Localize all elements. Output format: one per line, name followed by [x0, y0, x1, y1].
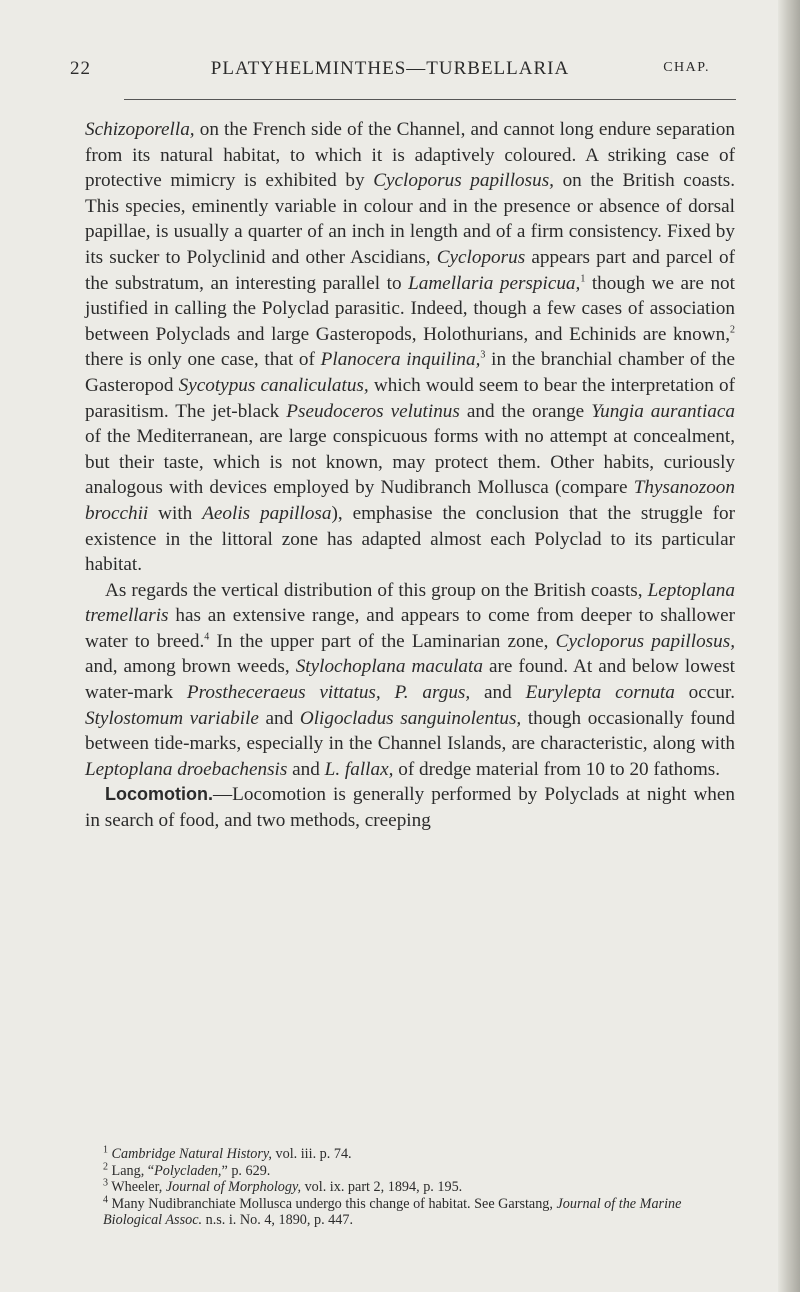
- taxon-italic: Stylostomum variabile: [85, 707, 259, 729]
- text-run: and: [287, 758, 325, 780]
- text-run: and the orange: [459, 400, 592, 422]
- taxon-italic: Sycotypus canaliculatus,: [178, 374, 369, 396]
- paragraph: [85, 117, 735, 578]
- footnote-marker: 1: [580, 273, 586, 285]
- text-run: of the Mediterranean, are large conspicuous forms with no attempt at concealment, but their taste, which is not known, may protect them. Other habits, curiously analogous with devices employed by Nudibranch Mollusca (compare: [85, 426, 735, 499]
- footnote-marker: 1: [103, 1144, 108, 1156]
- taxon-italic: Leptoplana tremellaris: [85, 579, 735, 627]
- text-run: Wheeler,: [108, 1179, 166, 1195]
- text-run: occur.: [674, 682, 735, 704]
- chapter-label: CHAP.: [663, 60, 710, 75]
- taxon-italic: Cycloporus papillosus,: [373, 170, 554, 192]
- text-run: which would seem to bear the interpretation of parasitism. The jet-black: [85, 374, 736, 422]
- text-run: on the British coasts. This species, eminently variable in colour and in the presence or absence of dorsal papillae, is usually a quarter of an inch in length and of a firm consistency. Fixed by its sucker to Polyclinid and other Ascidians,: [85, 170, 735, 268]
- text-run: has an extensive range, and appears to come from deeper to shallower water to breed.: [85, 605, 735, 652]
- taxon-italic: Planocera inquilina,: [320, 349, 481, 371]
- text-run: though occasionally found between tide-marks, especially in the Channel Islands, are characteristic, along with: [85, 707, 735, 755]
- footnote-marker: 3: [103, 1177, 108, 1189]
- header-rule: [124, 99, 736, 100]
- taxon-italic: Cycloporus: [436, 246, 526, 268]
- text-run: and: [470, 682, 526, 704]
- taxon-italic: Yungia aurantiaca: [591, 400, 736, 422]
- taxon-italic: Cycloporus papillosus,: [555, 630, 735, 652]
- running-title: PLATYHELMINTHES—TURBELLARIA: [210, 58, 570, 79]
- text-run: there is only one case, that of: [85, 349, 321, 371]
- text-run: and, among brown weeds,: [85, 656, 296, 678]
- taxon-italic: Pseudoceros velutinus: [286, 400, 460, 422]
- taxon-italic: Journal of Morphology,: [165, 1179, 302, 1195]
- taxon-italic: Eurylepta cornuta: [525, 682, 675, 704]
- paragraph: [85, 782, 735, 833]
- text-run: and: [258, 707, 300, 729]
- text-run: —Locomotion is generally performed by Polyclads at night when in search of food, and two methods, creeping: [85, 784, 735, 832]
- text-run: though we are not justified in calling the Polyclad parasitic. Indeed, though a few cases of association between Polyclads and large Gasteropods, Holothurians, and Echinids are known,: [85, 272, 735, 345]
- text-run: ), emphasise the conclusion that the struggle for existence in the littoral zone has adapted almost each Polyclad to its particular habitat.: [85, 502, 735, 576]
- text-run: are found. At and below lowest water-mark: [85, 656, 735, 704]
- taxon-italic: Aeolis papillosa: [202, 502, 332, 524]
- footnote: [85, 1179, 735, 1196]
- taxon-italic: Cambridge Natural History,: [111, 1146, 272, 1162]
- taxon-italic: Polycladen,: [154, 1162, 222, 1179]
- footnote: [85, 1160, 735, 1180]
- taxon-italic: Prostheceraeus vittatus, P. argus,: [186, 682, 471, 704]
- page-edge-shadow: [778, 0, 800, 1292]
- text-run: with: [148, 502, 203, 524]
- taxon-italic: Leptoplana droebachensis: [85, 758, 288, 780]
- taxon-italic: L. fallax,: [324, 758, 394, 780]
- text-run: in the branchial chamber of the Gasteropod: [85, 349, 735, 396]
- text-run: In the upper part of the Laminarian zone,: [209, 630, 556, 652]
- body-text: [85, 117, 735, 834]
- footnote: [85, 1146, 735, 1163]
- taxon-italic: Thysanozoon brocchii: [85, 477, 735, 524]
- text-run: n.s. i. No. 4, 1890, p. 447.: [202, 1212, 353, 1228]
- text-run: appears part and parcel of the substratum, an interesting parallel to: [85, 246, 735, 294]
- taxon-italic: Stylochoplana maculata: [295, 656, 483, 678]
- text-run: vol. iii. p. 74.: [271, 1146, 352, 1162]
- footnote-marker: 3: [480, 349, 486, 361]
- taxon-italic: Oligocladus sanguinolentus,: [299, 707, 522, 729]
- running-head: [70, 58, 710, 88]
- text-run: on the French side of the Channel, and cannot long endure separation from its natural habitat, to which it is adaptively coloured. A striking case of protective mimicry is exhibited by: [85, 119, 735, 192]
- taxon-italic: Schizoporella,: [85, 119, 195, 140]
- text-run: Many Nudibranchiate Mollusca undergo this change of habitat. See Garstang,: [108, 1195, 557, 1212]
- text-run: As regards the vertical distribution of this group on the British coasts,: [105, 579, 648, 601]
- footnote-marker: 2: [103, 1160, 108, 1172]
- footnote: [85, 1193, 735, 1229]
- page-number: 22: [70, 58, 91, 79]
- footnote-marker: 4: [103, 1193, 108, 1205]
- text-run: vol. ix. part 2, 1894, p. 195.: [301, 1179, 463, 1195]
- footnote-marker: 2: [730, 324, 735, 336]
- taxon-italic: Journal of the Marine Biological Assoc.: [103, 1195, 682, 1228]
- text-run: Lang, “: [108, 1162, 155, 1179]
- text-run: ” p. 629.: [221, 1162, 271, 1179]
- footnotes: [85, 1146, 735, 1229]
- taxon-italic: Lamellaria perspicua,: [408, 272, 581, 294]
- section-heading: Locomotion.: [105, 784, 213, 805]
- text-run: of dredge material from 10 to 20 fathoms.: [393, 758, 721, 780]
- footnote-marker: 4: [204, 631, 210, 643]
- paragraph: [85, 578, 735, 783]
